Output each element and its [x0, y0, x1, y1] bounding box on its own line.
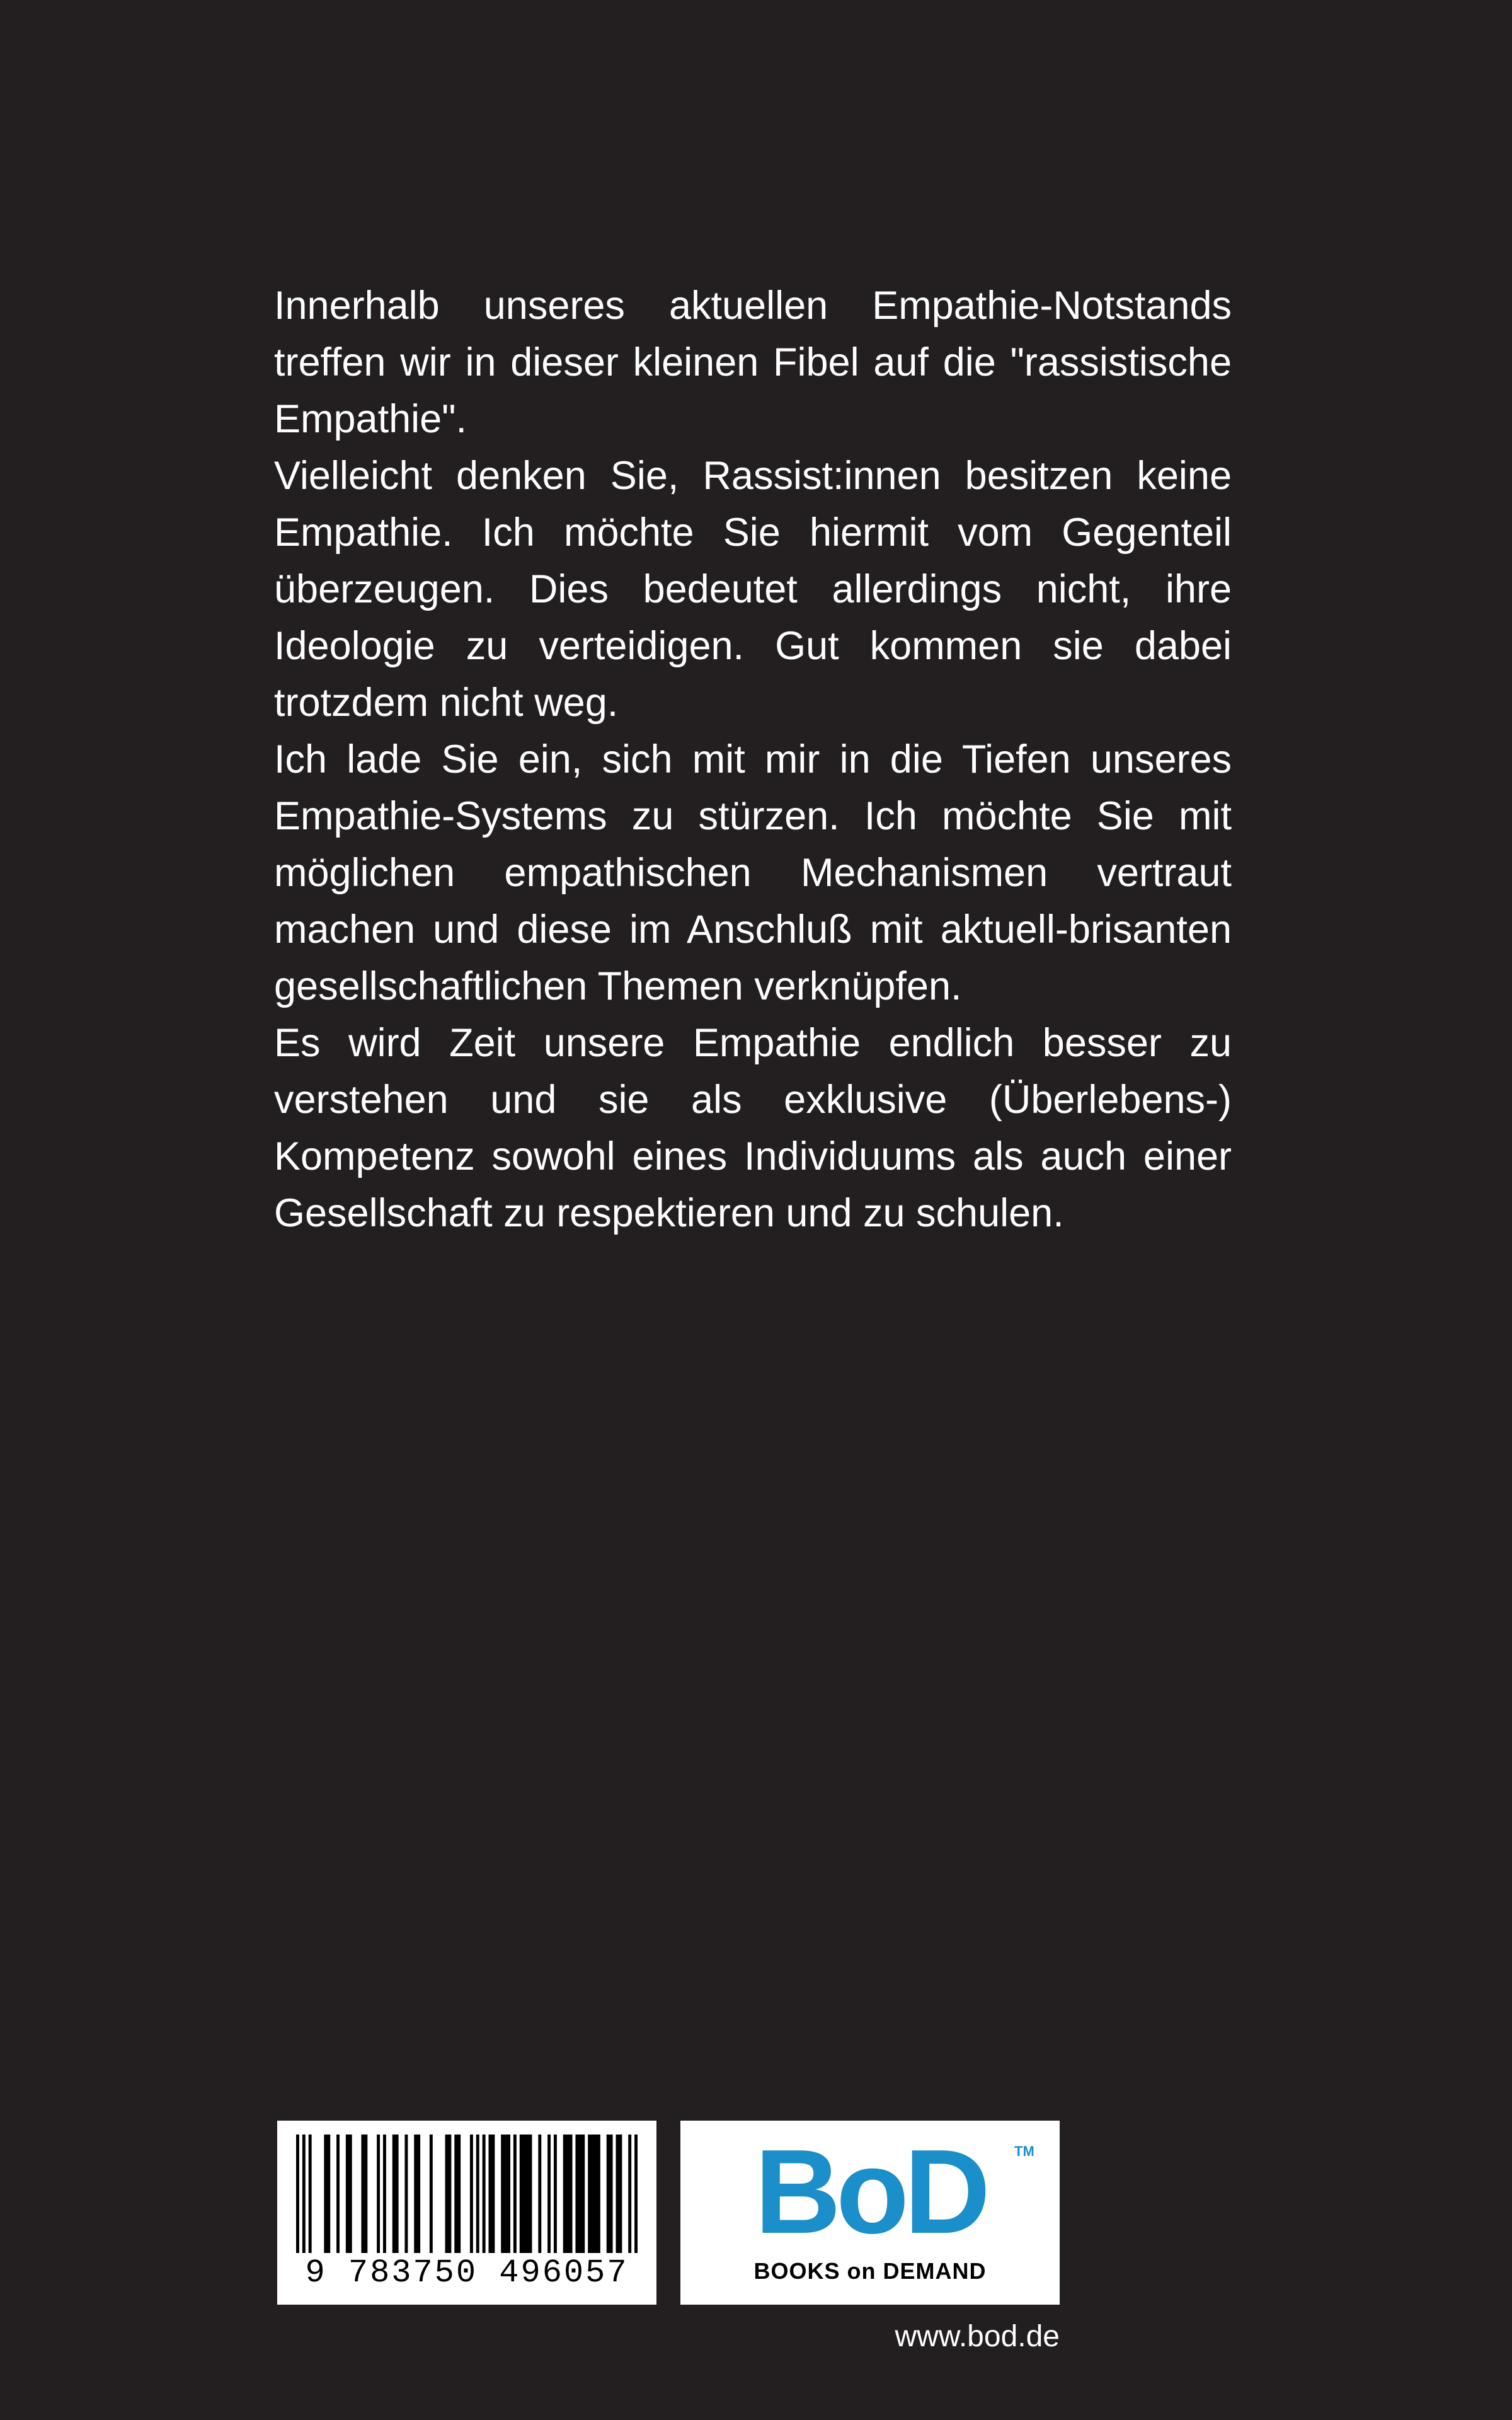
barcode-bar: [607, 2135, 613, 2253]
trademark-mark: TM: [1014, 2143, 1034, 2159]
blurb-paragraph-2: Vielleicht denken Sie, Rassist:innen besitzen keine Empathie. Ich möchte Sie hiermit vom Gegenteil überzeugen. Dies bedeutet allerdings nicht, ihre Ideologie zu verteidigen. Gut kommen sie dabei trotzdem nicht weg.: [274, 454, 1232, 725]
isbn-barcode: [277, 2121, 656, 2305]
barcode-bar: [628, 2135, 631, 2253]
barcode-bar: [377, 2135, 380, 2253]
barcode-bar: [563, 2135, 573, 2253]
barcode-bar: [520, 2135, 532, 2253]
barcode-bar: [575, 2135, 585, 2253]
barcode-bar: [296, 2135, 299, 2253]
barcode-bar: [324, 2135, 330, 2253]
barcode-bar: [470, 2135, 473, 2253]
barcode-bar: [634, 2135, 638, 2253]
barcode-bar: [538, 2135, 541, 2253]
barcode-bar: [554, 2135, 557, 2253]
barcode-bar: [616, 2135, 622, 2253]
barcode-bar: [336, 2135, 340, 2253]
blurb-paragraph-3: Ich lade Sie ein, sich mit mir in die Tiefen unseres Empathie-Systems zu stürzen. Ich möchte Sie mit möglichen empathischen Mechanismen vertraut machen und diese im Anschluß mit aktuell-brisanten gesellschaftlichen Themen verknüpfen.: [274, 737, 1232, 1008]
barcode-bar: [588, 2135, 600, 2253]
barcode-bar: [404, 2135, 408, 2253]
isbn-number: 9 783750 496057: [305, 2254, 629, 2291]
publisher-url: www.bod.de: [895, 2320, 1060, 2353]
barcode-bar: [309, 2135, 312, 2253]
barcode-bars: [296, 2135, 638, 2253]
barcode-bar: [483, 2135, 486, 2253]
barcode-bar: [414, 2135, 420, 2253]
barcode-bar: [445, 2135, 452, 2253]
back-cover-blurb: [274, 277, 1232, 1242]
blurb-paragraph-1: Innerhalb unseres aktuellen Empathie-Notstands treffen wir in dieser kleinen Fibel auf die "rassistische Empathie".: [274, 284, 1232, 441]
barcode-bar: [430, 2135, 433, 2253]
barcode-bar: [302, 2135, 306, 2253]
bod-logo: BoD: [754, 2125, 986, 2259]
publisher-logo-box: [680, 2121, 1060, 2305]
barcode-bar: [488, 2135, 495, 2253]
barcode-bar: [476, 2135, 479, 2253]
publisher-tagline: BOOKS on DEMAND: [753, 2258, 987, 2284]
barcode-bar: [346, 2135, 352, 2253]
barcode-bar: [547, 2135, 551, 2253]
barcode-bar: [454, 2135, 461, 2253]
barcode-bar: [501, 2135, 510, 2253]
barcode-bar: [383, 2135, 386, 2253]
barcode-bar: [361, 2135, 367, 2253]
barcode-bar: [392, 2135, 399, 2253]
blurb-paragraph-4: Es wird Zeit unsere Empathie endlich besser zu verstehen und sie als exklusive (Überlebens-) Kompetenz sowohl eines Individuums als auch einer Gesellschaft zu respektieren und zu schulen.: [274, 1021, 1232, 1235]
barcode-bar: [513, 2135, 517, 2253]
